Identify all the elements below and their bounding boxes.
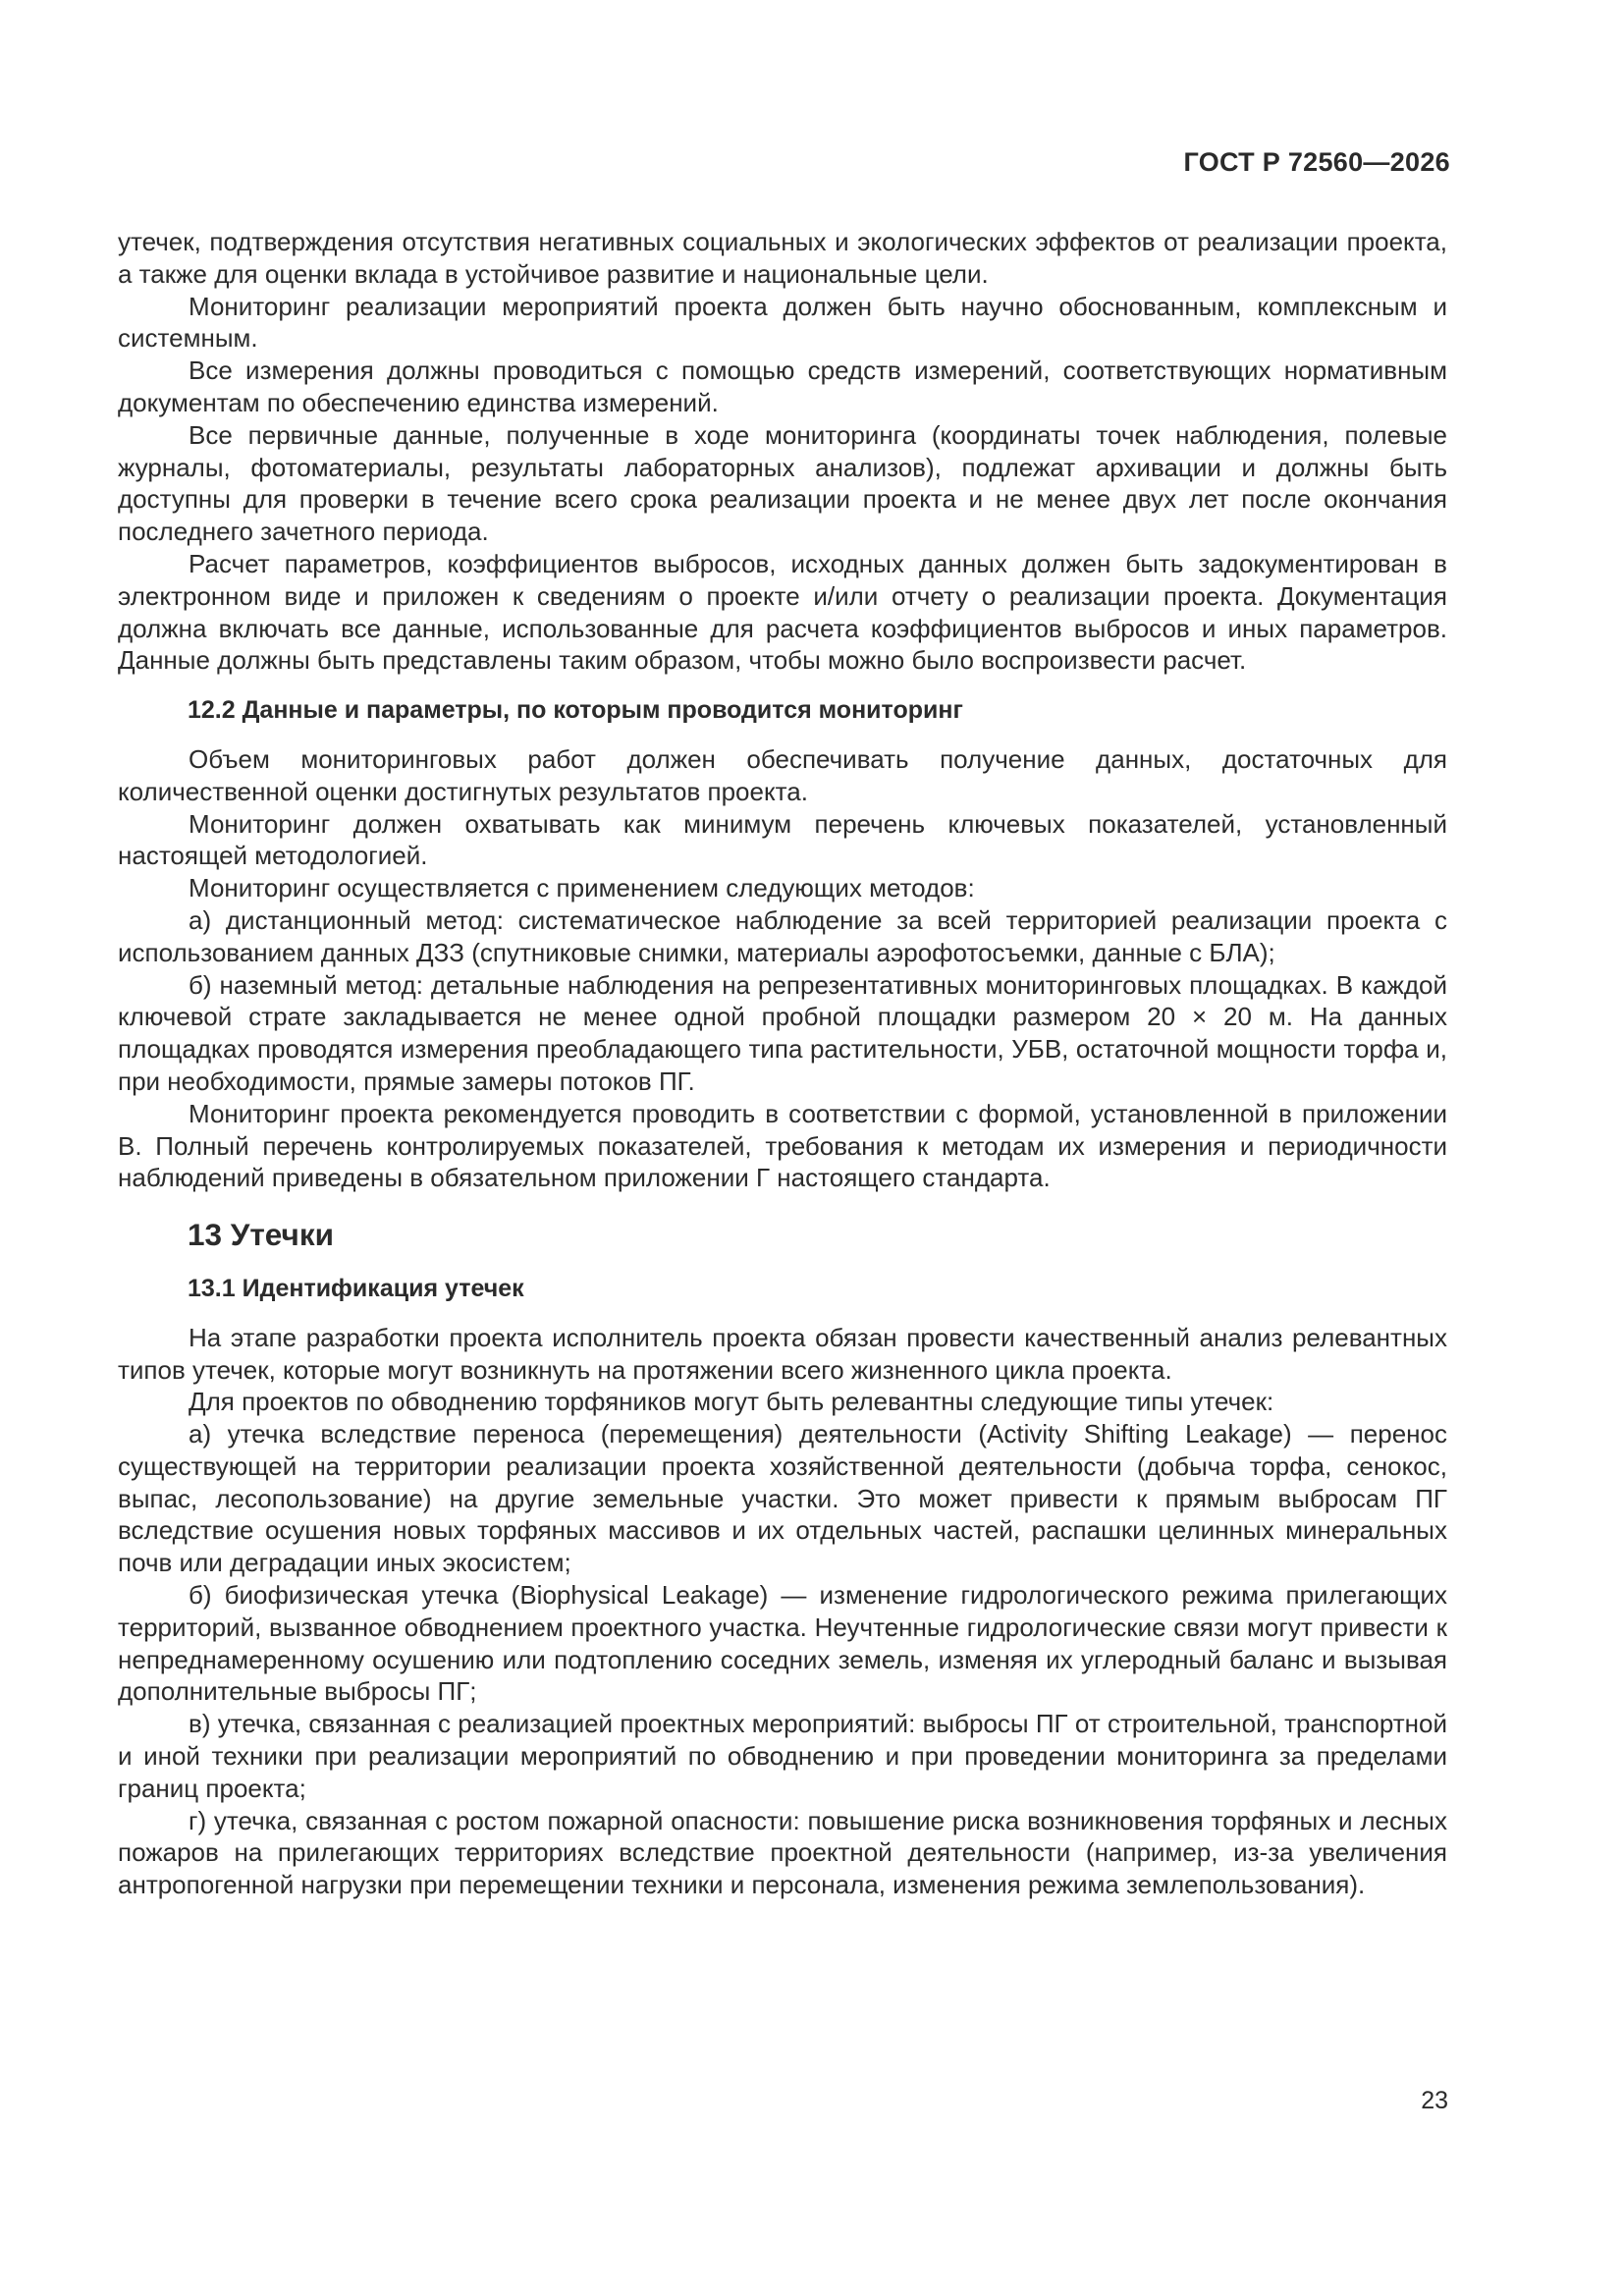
document-code-header: ГОСТ Р 72560—2026 [1183, 147, 1450, 177]
section-13-1-list-item-g: г) утечка, связанная с ростом пожарной опасности: повышение риска возникновения торфяных и лесных пожаров на прилегающих территориях вследствие проектной деятельности (например, из-за увеличения антропогенной нагрузки при перемещении техники и персонала, изменения режима землепользования). [118, 1805, 1447, 1900]
section-12-2-paragraph-6: Мониторинг проекта рекомендуется проводить в соответствии с формой, установленной в приложении В. Полный перечень контролируемых показателей, требования к методам их измерения и периодичности наблюдений приведены в обязательном приложении Г настоящего стандарта. [118, 1098, 1447, 1193]
section-13-1-paragraph-1: На этапе разработки проекта исполнитель проекта обязан провести качественный анализ релевантных типов утечек, которые могут возникнуть на протяжении всего жизненного цикла проекта. [118, 1322, 1447, 1385]
section-12-2-paragraph-2: Мониторинг должен охватывать как минимум перечень ключевых показателей, установленный настоящей методологией. [118, 808, 1447, 871]
section-12-2-list-item-a: а) дистанционный метод: систематическое наблюдение за всей территорией реализации проекта с использованием данных ДЗЗ (спутниковые снимки, материалы аэрофотосъемки, данные с БЛА); [118, 904, 1447, 967]
section-12-2-heading: 12.2 Данные и параметры, по которым проводится мониторинг [188, 696, 963, 725]
page-number: 23 [1421, 2087, 1448, 2114]
section-12-2-list-item-b: б) наземный метод: детальные наблюдения на репрезентативных мониторинговых площадках. В каждой ключевой страте закладывается не менее одной пробной площадки размером 20 × 20 м. На данных площадках проводятся измерения преобладающего типа растительности, УБВ, остаточной мощности торфа и, при необходимости, прямые замеры потоков ПГ. [118, 969, 1447, 1096]
section-13-1-heading: 13.1 Идентификация утечек [188, 1274, 524, 1302]
section-13-1-paragraph-2: Для проектов по обводнению торфяников могут быть релевантны следующие типы утечек: [189, 1387, 1274, 1417]
section-13-heading: 13 Утечки [188, 1217, 334, 1253]
intro-paragraph-4: Все первичные данные, полученные в ходе мониторинга (координаты точек наблюдения, полевые журналы, фотоматериалы, результаты лабораторных анализов), подлежат архивации и должны быть доступны для проверки в течение всего срока реализации проекта и не менее двух лет после окончания последнего зачетного периода. [118, 419, 1447, 547]
section-13-1-list-item-v: в) утечка, связанная с реализацией проектных мероприятий: выбросы ПГ от строительной, транспортной и иной техники при реализации мероприятий по обводнению и при проведении мониторинга за пределами границ проекта; [118, 1709, 1447, 1803]
section-13-1-list-item-b: б) биофизическая утечка (Biophysical Leakage) — изменение гидрологического режима прилегающих территорий, вызванное обводнением проектного участка. Неучтенные гидрологические связи могут привести к непреднамеренному осушению или подтоплению соседних земель, изменяя их углеродный баланс и вызывая дополнительные выбросы ПГ; [118, 1580, 1447, 1707]
intro-paragraph-2: Мониторинг реализации мероприятий проекта должен быть научно обоснованным, комплексным и системным. [118, 291, 1447, 354]
section-12-2-paragraph-3: Мониторинг осуществляется с применением следующих методов: [189, 873, 975, 903]
section-12-2-paragraph-1: Объем мониторинговых работ должен обеспечивать получение данных, достаточных для количественной оценки достигнутых результатов проекта. [118, 743, 1447, 806]
section-13-1-list-item-a: а) утечка вследствие переноса (перемещения) деятельности (Activity Shifting Leakage) — перенос существующей на территории реализации проекта хозяйственной деятельности (добыча торфа, сенокос, выпас, лесопользование) на другие земельные участки. Это может привести к прямым выбросам ПГ вследствие осушения новых торфяных массивов и их отдельных частей, распашки целинных минеральных почв или деградации иных экосистем; [118, 1419, 1447, 1578]
intro-paragraph-1: утечек, подтверждения отсутствия негативных социальных и экологических эффектов от реализации проекта, а также для оценки вклада в устойчивое развитие и национальные цели. [118, 227, 1447, 289]
intro-paragraph-3: Все измерения должны проводиться с помощью средств измерений, соответствующих нормативным документам по обеспечению единства измерений. [118, 355, 1447, 417]
intro-paragraph-5: Расчет параметров, коэффициентов выбросов, исходных данных должен быть задокументирован в электронном виде и приложен к сведениям о проекте и/или отчету о реализации проекта. Документация должна включать все данные, использованные для расчета коэффициентов выбросов и иных параметров. Данные должны быть представлены таким образом, чтобы можно было воспроизвести расчет. [118, 548, 1447, 676]
document-body [118, 226, 1447, 1901]
